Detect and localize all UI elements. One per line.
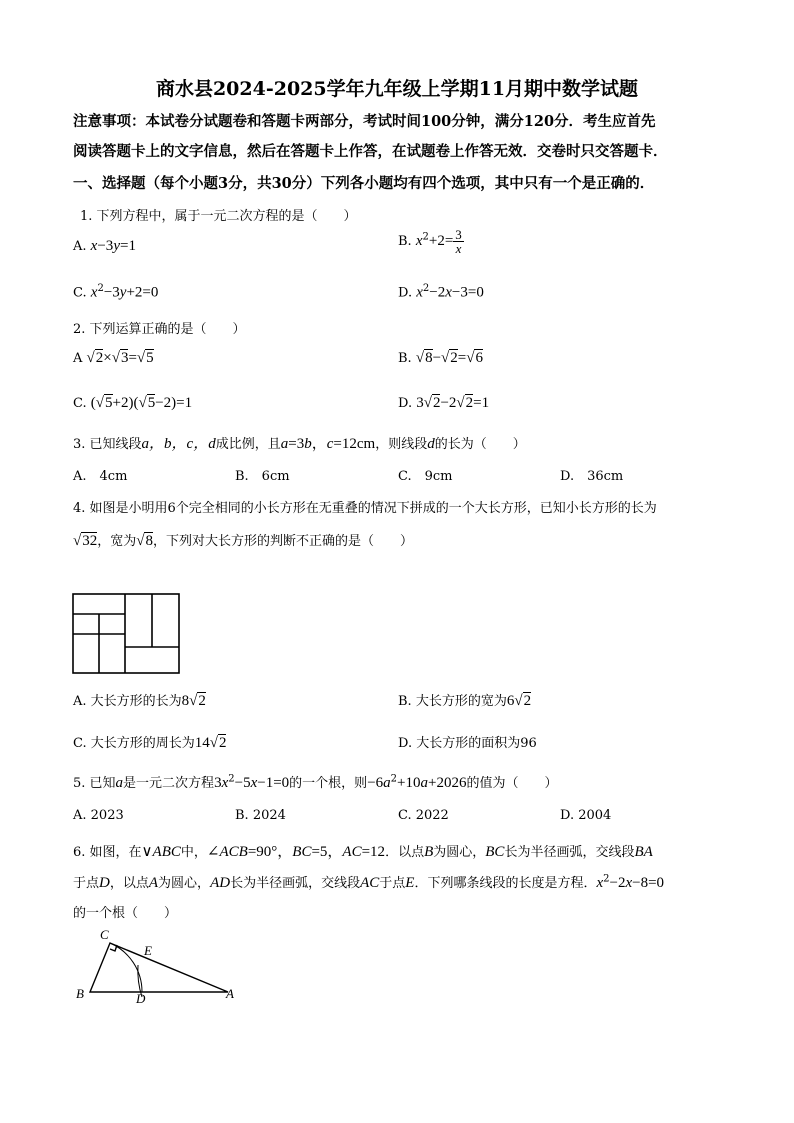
- q3-stem: 3. 已知线段a，b，c，d成比例，且a=3b，c=12cm，则线段d的长为（ ）: [73, 436, 526, 452]
- q6-line-1: 6. 如图，在∨ABC中，∠ACB=90°，BC=5，AC=12．以点B为圆心，BC长为半径画弧，交线段BA: [73, 844, 653, 860]
- q1-option-d[interactable]: D. $x^2-2x-3=0$: [398, 283, 484, 301]
- q3-option-d[interactable]: D. 36cm: [560, 469, 624, 484]
- q4-line-1: 4. 如图是小明用6个完全相同的小长方形在无重叠的情况下拼成的一个大长方形，已知小长方形的长为: [73, 501, 657, 516]
- q5-option-c[interactable]: C. 2022: [398, 808, 449, 823]
- q3-option-b[interactable]: B. 6cm: [235, 469, 290, 484]
- q5-option-d[interactable]: D. 2004: [560, 808, 612, 823]
- label-b: B: [76, 986, 84, 1001]
- label-d: D: [136, 991, 146, 1005]
- q2-option-d[interactable]: D. 3√2−2√2=1: [398, 395, 490, 411]
- q4-rectangle-figure: [72, 593, 182, 675]
- notice-line-2: 阅读答题卡上的文字信息，然后在答题卡上作答，在试题卷上作答无效．交卷时只交答题卡．: [73, 143, 668, 160]
- section-heading: 一、选择题（每个小题3分，共30分）下列各小题均有四个选项，其中只有一个是正确的．: [73, 175, 655, 192]
- q4-option-c[interactable]: C. 大长方形的周长为14√2: [73, 735, 227, 751]
- q4-option-a[interactable]: A. 大长方形的长为8√2: [73, 693, 206, 709]
- q6-line-3: 的一个根（ ）: [73, 906, 178, 921]
- q1-stem: 1. 下列方程中，属于一元二次方程的是（ ）: [80, 209, 357, 224]
- q2-stem: 2. 下列运算正确的是（ ）: [73, 322, 246, 337]
- q1-option-b[interactable]: B. $x^2+2=$ $\frac{3}{x}$: [398, 227, 462, 256]
- q5-stem: 5. 已知a是一元二次方程$3x^2-5x-1=0$的一个根，则$-6a^2+10a+2026$的值为（ ）: [73, 773, 558, 791]
- q6-triangle-figure: [70, 925, 240, 1005]
- q4-line-2: √32，宽为√8，下列对大长方形的判断不正确的是（ ）: [73, 533, 413, 549]
- q4-option-d[interactable]: D. 大长方形的面积为96: [398, 736, 537, 751]
- q6-line-2: 于点D，以点A为圆心，AD长为半径画弧，交线段AC于点E．下列哪条线段的长度是方程．$x^2-2x-8=0$: [73, 873, 665, 891]
- q5-option-b[interactable]: B. 2024: [235, 808, 286, 823]
- q2-option-a[interactable]: A √2×√3=√5: [73, 350, 154, 366]
- label-a: A: [226, 986, 234, 1001]
- label-e: E: [144, 943, 152, 958]
- q3-option-a[interactable]: A. 4cm: [73, 469, 128, 484]
- label-c: C: [100, 927, 109, 942]
- q1-option-c[interactable]: C. $x^2-3y+2=0$: [73, 283, 159, 301]
- q2-option-b[interactable]: B. √8−√2=√6: [398, 350, 483, 366]
- page-title: 商水县2024-2025学年九年级上学期11月期中数学试题: [155, 78, 639, 100]
- q2-option-c[interactable]: C. (√5+2)(√5−2)=1: [73, 395, 193, 411]
- q1-option-a[interactable]: A. x−3y=1: [73, 238, 136, 254]
- notice-line-1: 注意事项：本试卷分试题卷和答题卡两部分，考试时间100分钟，满分120分．考生应首先: [73, 113, 656, 130]
- q5-option-a[interactable]: A. 2023: [73, 808, 124, 823]
- q4-option-b[interactable]: B. 大长方形的宽为6√2: [398, 693, 532, 709]
- q3-option-c[interactable]: C. 9cm: [398, 469, 453, 484]
